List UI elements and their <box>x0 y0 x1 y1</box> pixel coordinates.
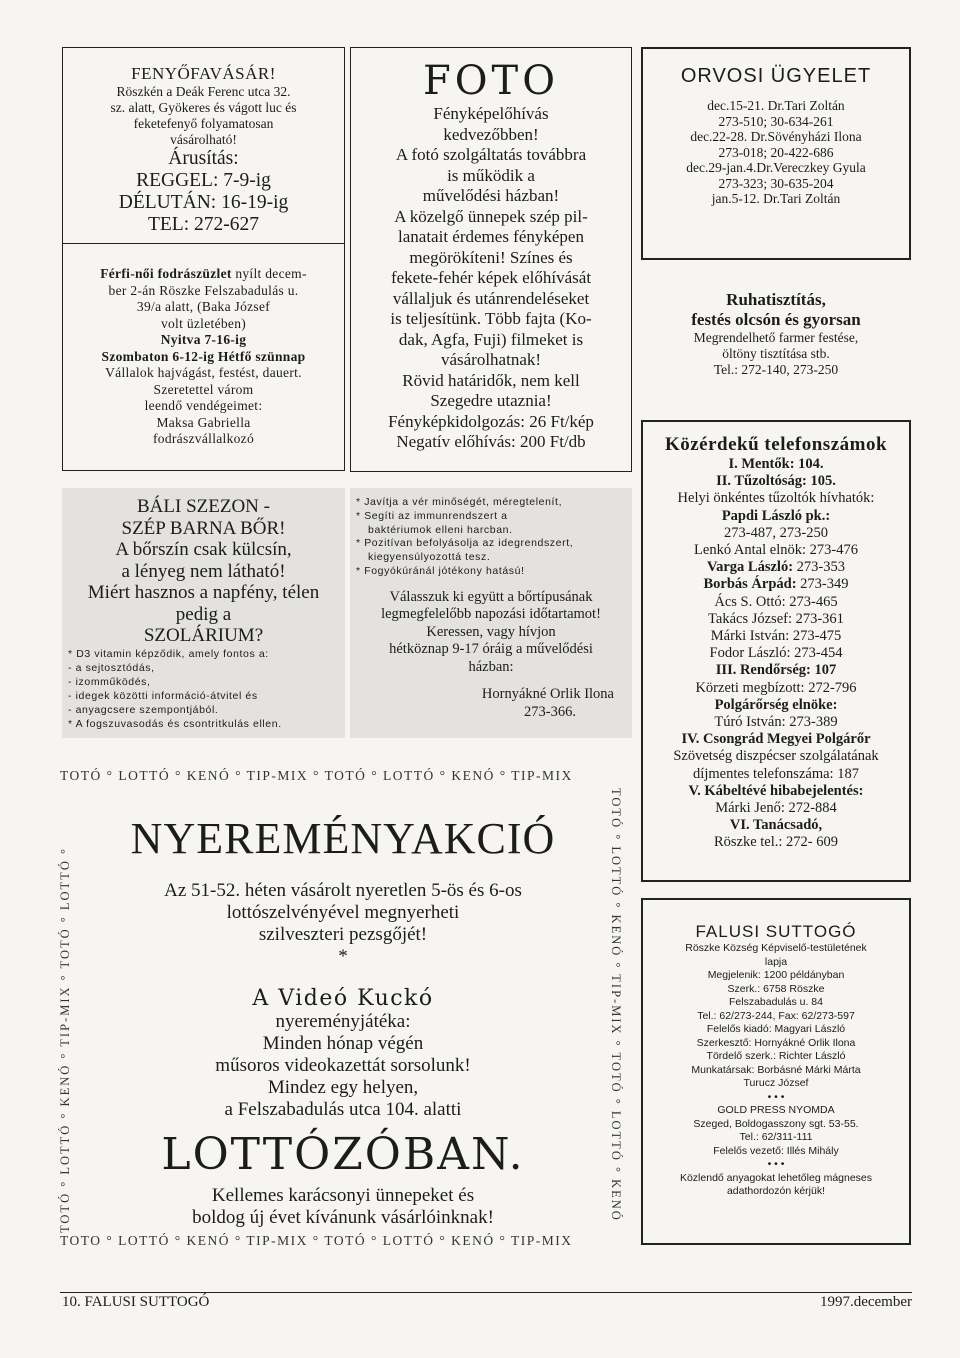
szolarium-bullet: * D3 vitamin képződik, amely fontos a: <box>68 647 269 660</box>
impresszum-list <box>643 942 909 1199</box>
impresszum-line: lapja <box>764 955 788 968</box>
impresszum-box <box>641 898 911 1245</box>
foto-price: Negatív előhívás: 200 Ft/db <box>396 432 586 451</box>
lotto-band-right: TOTÓ ° LOTTÓ ° KENÓ ° TIP-MIX ° TOTÓ ° LOTTÓ ° KENÓ <box>609 788 623 1222</box>
lotto-line: műsoros videokazettát sorsolunk! <box>215 1055 471 1076</box>
footer-divider <box>60 1292 912 1293</box>
szolarium-bullet: - izomműködés, <box>68 675 151 688</box>
orvosi-line: dec.22-28. Dr.Sövényházi Ilona <box>690 129 862 144</box>
fodrasz-line: Szeretettel várom <box>153 381 254 397</box>
szolarium-headline: A bőrszín csak külcsín, <box>115 539 292 560</box>
telefon-row: Márki Jenő: 272-884 <box>715 800 837 817</box>
telefon-row: 273-487, 273-250 <box>724 524 828 541</box>
ruhatisztitas-ad <box>641 290 911 400</box>
telefon-row: II. Tűzoltóság: 105. <box>716 473 836 490</box>
fodrasz-name: Férfi-női fodrászüzlet <box>100 266 232 281</box>
fodrasz-line: Maksa Gabriella <box>156 414 251 430</box>
szolarium-bullet: * Pozitívan befolyásolja az idegrendszert, <box>356 537 574 550</box>
telefon-row: Helyi önkéntes tűzoltók hívhatók: <box>677 490 875 507</box>
fodrasz-line: Vállalok hajvágást, festést, dauert. <box>105 365 302 380</box>
fenyofa-ad <box>62 47 345 244</box>
lotto-band-bottom: TOTO ° LOTTÓ ° KENÓ ° TIP-MIX ° TOTÓ ° LOTTÓ ° KENÓ ° TIP-MIX <box>60 1233 573 1248</box>
szolarium-bullet: baktériumok elleni harcban. <box>368 523 513 536</box>
szolarium-text: legmegfelelőbb napozási időtartamot! <box>381 606 601 623</box>
szolarium-bullet: - idegek közötti információ-átvitel és <box>68 689 258 702</box>
orvosi-line: dec.15-21. Dr.Tari Zoltán <box>707 98 845 113</box>
fenyofa-sale: Árusítás: <box>168 148 239 169</box>
foto-title: FOTO <box>422 58 560 104</box>
lotto-line: Az 51-52. héten vásárolt nyeretlen 5-ös és 6-os <box>164 880 522 901</box>
impresszum-line: Felszabadulás u. 84 <box>729 996 823 1008</box>
orvosi-line: 273-018; 20-422-686 <box>718 144 834 160</box>
foto-line: vásárolhatnak! <box>440 350 542 369</box>
lotto-line: a Felszabadulás utca 104. alatti <box>224 1099 462 1120</box>
impresszum-line: Felelős vezető: Illés Mihály <box>713 1144 839 1157</box>
telefon-row: I. Mentők: 104. <box>728 456 824 472</box>
foto-line: dak, Agfa, Fuji) filmeket is <box>398 329 584 349</box>
lotto-line: Mindez egy helyen, <box>267 1077 419 1098</box>
impresszum-line: Szerk.: 6758 Röszke <box>727 982 825 995</box>
szolarium-bullet: * A fogszuvasodás és csontritkulás ellen. <box>68 717 282 730</box>
videokucko-title: A Videó Kuckó <box>252 986 434 1011</box>
foto-line: Fényképelőhívás <box>433 104 549 123</box>
szolarium-bullet: - anyagcsere szempontjából. <box>68 703 219 716</box>
ruha-title: Ruhatisztítás, <box>726 290 826 309</box>
ruha-line: öltöny tisztítása stb. <box>722 346 830 361</box>
szolarium-headline: Miért hasznos a napfény, télen <box>87 582 320 603</box>
foto-ad <box>350 47 632 472</box>
orvosi-ugyelet-box <box>641 47 911 260</box>
telefon-row: Körzeti megbízott: 272-796 <box>695 679 857 696</box>
fodraszuzlet-ad <box>62 244 345 471</box>
impresszum-line: Turucz József <box>743 1077 809 1089</box>
impresszum-line: Közlendő anyagokat lehetőleg mágneses <box>679 1171 873 1184</box>
lottozo-title: LOTTÓZÓBAN. <box>161 1129 525 1180</box>
ruha-line: Megrendelhető farmer festése, <box>693 330 859 345</box>
footer-page-label: 10. FALUSI SUTTOGÓ <box>62 1294 210 1310</box>
telefon-row <box>643 559 909 576</box>
lotto-band-top: TOTÓ ° LOTTÓ ° KENÓ ° TIP-MIX ° TOTÓ ° LOTTÓ ° KENÓ ° TIP-MIX <box>60 768 573 783</box>
fenyofa-line: vásárolható! <box>170 132 237 147</box>
fodrasz-line <box>63 266 344 283</box>
foto-line: is működik a <box>447 165 535 185</box>
lotto-ad <box>60 768 626 1246</box>
orvosi-line: 273-323; 30-635-204 <box>718 175 834 191</box>
lotto-band-left: TOTÓ ° LOTTÓ ° KENÓ ° TIP-MIX ° TOTÓ ° LOTTÓ ° <box>58 847 72 1233</box>
ruha-line: Tel.: 272-140, 273-250 <box>713 362 839 377</box>
fenyofa-title: FENYŐFAVÁSÁR! <box>131 64 276 83</box>
telefon-contact-number: 273-349 <box>796 576 849 593</box>
telefon-contact-name: Varga László: <box>706 559 794 576</box>
impresszum-title: FALUSI SUTTOGÓ <box>695 922 857 941</box>
telefon-row: Papdi László pk.: <box>721 507 831 524</box>
impresszum-line: Szerkesztő: Hornyákné Orlik Ilona <box>696 1036 856 1049</box>
telefon-contact-name: Borbás Árpád: <box>703 576 797 593</box>
orvosi-line: jan.5-12. Dr.Tari Zoltán <box>711 191 841 206</box>
szolarium-headline: pedig a <box>175 603 232 625</box>
foto-line: Rövid határidők, nem kell <box>402 370 580 390</box>
szolarium-text: Válasszuk ki együtt a bőrtípusának <box>389 588 593 605</box>
orvosi-line: 273-510; 30-634-261 <box>718 113 834 129</box>
telefon-contact-number: 273-353 <box>793 559 846 576</box>
impresszum-line: Tördelő szerk.: Richter László <box>706 1050 846 1062</box>
impresszum-line: Tel.: 62/311-111 <box>739 1131 813 1143</box>
foto-line: kedvezőbben! <box>443 124 539 144</box>
telefon-row <box>643 576 909 593</box>
impresszum-line: Szeged, Boldogasszony sgt. 53-55. <box>693 1117 859 1130</box>
fenyofa-line: feketefenyő folyamatosan <box>133 116 274 131</box>
fenyofa-morning: REGGEL: 7-9-ig <box>136 170 271 191</box>
telefon-row: Szövetség diszpécser szolgálatának <box>673 748 879 765</box>
szolarium-text: Keressen, vagy hívjon <box>426 623 556 640</box>
telefon-row: Márki István: 273-475 <box>710 628 842 645</box>
lotto-title: NYEREMÉNYAKCIÓ <box>130 814 556 863</box>
orvosi-line: dec.29-jan.4.Dr.Vereczkey Gyula <box>686 160 866 175</box>
szolarium-headline: SZÉP BARNA BŐR! <box>121 517 286 539</box>
lotto-greeting: Kellemes karácsonyi ünnepeket és <box>211 1185 475 1206</box>
szolarium-bullet: - a sejtosztódás, <box>68 661 155 674</box>
szolarium-signature: Hornyákné Orlik Ilona <box>481 686 614 703</box>
impresszum-line: GOLD PRESS NYOMDA <box>717 1104 835 1116</box>
szolarium-text: házban: <box>468 658 514 675</box>
impresszum-line: Tel.: 62/273-244, Fax: 62/273-597 <box>697 1009 855 1022</box>
foto-line: megörökíteni! Színes és <box>409 247 573 267</box>
fodrasz-line: fodrászvállalkozó <box>152 431 255 446</box>
lotto-separator: * <box>338 946 348 967</box>
szolarium-headline: SZOLÁRIUM? <box>143 625 264 646</box>
telefon-row: Ács S. Ottó: 273-465 <box>714 593 838 610</box>
orvosi-title: ORVOSI ÜGYELET <box>680 65 872 87</box>
telefon-row: VI. Tanácsadó, <box>729 817 823 834</box>
telefon-row: Fodor László: 273-454 <box>709 645 843 662</box>
telefon-row: Röszke tel.: 272- 609 <box>713 834 839 851</box>
foto-line: Szegedre utaznia! <box>430 391 552 410</box>
fodrasz-line: leendő vendégeimet: <box>144 398 263 413</box>
fodrasz-hours: Nyitva 7-16-ig <box>160 332 247 347</box>
telefonszamok-box <box>641 420 911 882</box>
foto-line: lanatait érdemes fényképen <box>398 227 584 246</box>
impresszum-line: adathordozón kérjük! <box>726 1185 826 1197</box>
fenyofa-line: Röszkén a Deák Ferenc utca 32. <box>116 84 291 99</box>
telefon-row: IV. Csongrád Megyei Polgárőr <box>681 731 871 748</box>
foto-line: A fotó szolgáltatás továbbra <box>395 145 587 164</box>
foto-price: Fényképkidolgozás: 26 Ft/kép <box>388 411 594 431</box>
szolarium-bullet: * Fogyókúránál jótékony hatású! <box>356 564 525 577</box>
impresszum-line: • • • <box>767 1090 785 1103</box>
foto-line: is teljesítünk. Több fajta (Ko- <box>390 309 592 328</box>
lotto-content <box>88 788 598 1229</box>
ruha-subtitle: festés olcsón és gyorsan <box>691 310 861 329</box>
szolarium-ad-continued <box>350 488 632 738</box>
impresszum-line: • • • <box>767 1158 785 1170</box>
foto-line: vállaljuk és utánrendeléseket <box>392 288 590 308</box>
foto-line: fekete-fehér képek előhívását <box>390 268 592 287</box>
telefon-row: díjmentes telefonszáma: 187 <box>693 765 859 782</box>
telefon-list <box>643 456 909 852</box>
telefon-row: III. Rendőrség: 107 <box>715 662 837 679</box>
szolarium-text: hétköznap 9-17 óráig a művelődési <box>389 641 593 658</box>
telefon-row: V. Kábeltévé hibabejelentés: <box>688 782 864 799</box>
fenyofa-afternoon: DÉLUTÁN: 16-19-ig <box>118 192 289 213</box>
lotto-line: szilveszteri pezsgőjét! <box>258 924 428 945</box>
telefon-row: Túró István: 273-389 <box>714 714 838 731</box>
telefon-row: Lenkó Antal elnök: 273-476 <box>694 542 858 559</box>
lotto-line: nyereményjátéka: <box>275 1011 411 1032</box>
lotto-line: Minden hónap végén <box>262 1033 424 1054</box>
szolarium-ad <box>62 488 345 738</box>
fodrasz-line: 39/a alatt, (Baka József <box>136 299 271 314</box>
fodrasz-line: ber 2-án Röszke Felszabadulás u. <box>108 282 299 298</box>
szolarium-phone: 273-366. <box>524 703 576 720</box>
lotto-line: lottószelvényével megnyerheti <box>226 902 460 923</box>
fenyofa-line: sz. alatt, Gyökeres és vágott luc és <box>110 100 297 115</box>
foto-line: művelődési házban! <box>422 186 560 205</box>
impresszum-line: Felelős kiadó: Magyari László <box>706 1023 846 1035</box>
footer-date: 1997.december <box>819 1294 912 1310</box>
szolarium-headline: a lényeg nem látható! <box>121 560 286 582</box>
szolarium-bullet: * Segíti az immunrendszert a <box>356 509 508 522</box>
fodrasz-line: volt üzletében) <box>160 315 247 331</box>
fenyofa-tel: TEL: 272-627 <box>147 214 260 235</box>
telefon-row: Takács József: 273-361 <box>708 610 844 627</box>
fodrasz-line-rest: nyílt decem- <box>231 266 307 281</box>
telefon-row: Polgárőrség elnöke: <box>714 696 838 713</box>
impresszum-line: Munkatársak: Borbásné Márki Márta <box>691 1063 861 1076</box>
foto-line: A közelgő ünnepek szép pil- <box>394 206 588 226</box>
szolarium-bullet: kiegyensúlyozottá tesz. <box>368 551 491 564</box>
impresszum-line: Megjelenik: 1200 példányban <box>707 969 845 981</box>
impresszum-line: Röszke Község Képviselő-testületének <box>685 942 867 954</box>
szolarium-headline: BÁLI SZEZON - <box>137 496 270 517</box>
telefon-title: Közérdekű telefonszámok <box>664 434 888 455</box>
fodrasz-hours-saturday: Szombaton 6-12-ig Hétfő szünnap <box>101 348 306 364</box>
lotto-greeting: boldog új évet kívánunk vásárlóinknak! <box>192 1207 494 1228</box>
szolarium-bullet: * Javítja a vér minőségét, méregtelenít, <box>356 496 563 508</box>
